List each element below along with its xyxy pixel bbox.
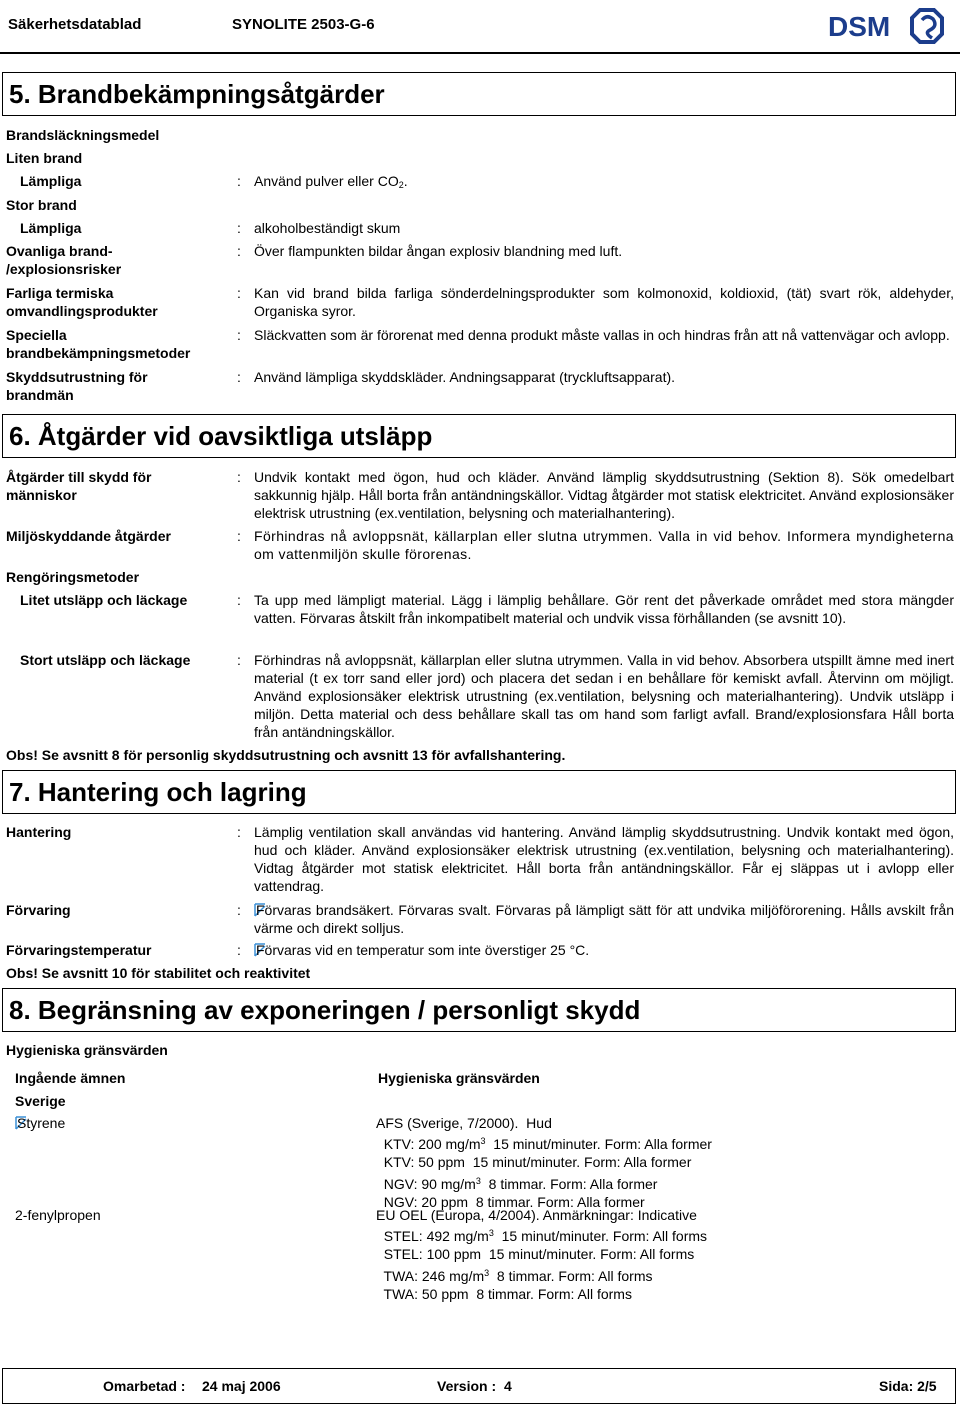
- revised-date: 24 maj 2006: [202, 1378, 281, 1394]
- section-6-header: [2, 414, 956, 458]
- environmental-precautions-label: Miljöskyddande åtgärder: [6, 528, 171, 544]
- section-5-header: [2, 72, 956, 116]
- styrene-limits: AFS (Sverige, 7/2000). Hud KTV: 200 $mg/m^3$ 15 minut/minuter. Form: Alla former KTV: 50 ppm 15 minut/minuter. Form: Alla former NGV: 90 $mg/m^3$ 8 timmar. Form: Alla former NGV: 20 ppm 8 timmar. Form: Alla former: [376, 1115, 712, 1210]
- colon: :: [237, 173, 241, 189]
- suitable-label-2: Lämpliga: [20, 220, 82, 236]
- firefighting-methods-value: Släckvatten som är förorenat med denna produkt måste vallas in och hindras från att nå vattenvägar och avlopp.: [254, 327, 950, 343]
- section-5-title: 5. Brandbekämpningsåtgärder: [9, 79, 385, 109]
- fenylpropen-limits: EU OEL (Europa, 4/2004). Anmärkningar: Indicative STEL: 492 $mg/m^3$ 15 minut/minuter. Form: All forms STEL: 100 ppm 15 minut/minuter. Form: All forms TWA: 246 $mg/m^3$ 8 timmar. Form: All forms TWA: 50 ppm 8 timmar. Form: All forms: [376, 1207, 708, 1302]
- suitable-value-1: Använd pulver eller CO2.: [254, 173, 408, 190]
- page-number: Sida: 2/5: [879, 1378, 937, 1394]
- colon: :: [237, 652, 241, 668]
- small-spill-value: Ta upp med lämpligt material. Lägg i lämplig behållare. Gör rent det påverkade området med stora mängder vatten. Förvaras åtskilt från inkompatibelt material och undvik vissa förhållanden (se avsnitt 10).: [254, 592, 954, 626]
- storage-value: Förvaras brandsäkert. Förvaras svalt. Förvaras på lämpligt sätt för att undvika miljöförorening. Hålls avskilt från värme och direkt solljus.: [254, 902, 954, 936]
- colon: :: [237, 824, 241, 840]
- colon: :: [237, 369, 241, 385]
- header-divider: [0, 52, 960, 54]
- thermal-products-label: Farliga termiska omvandlingsprodukter: [6, 285, 158, 319]
- colon: :: [237, 285, 241, 301]
- ingredients-column-header: Ingående ämnen: [15, 1070, 126, 1086]
- storage-label: Förvaring: [6, 902, 71, 918]
- colon: :: [237, 942, 241, 958]
- colon: :: [237, 243, 241, 259]
- small-spill-label: Litet utsläpp och läckage: [20, 592, 188, 608]
- logo-text: DSM: [828, 11, 891, 42]
- unusual-hazards-label: Ovanliga brand- /explosionsrisker: [6, 243, 122, 277]
- limits-column-header: Hygieniska gränsvärden: [378, 1070, 540, 1086]
- substance-2-fenylpropen: 2-fenylpropen: [15, 1207, 101, 1223]
- protective-equipment-label: Skyddsutrustning för brandmän: [6, 369, 148, 403]
- doc-type: Säkerhetsdatablad: [8, 16, 142, 33]
- colon: :: [237, 469, 241, 485]
- unusual-hazards-value: Över flampunkten bildar ångan explosiv blandning med luft.: [254, 243, 623, 259]
- personal-precautions-label: Åtgärder till skydd för människor: [6, 469, 152, 503]
- colon: :: [237, 528, 241, 544]
- colon: :: [237, 902, 241, 918]
- exposure-limits-label: Hygieniska gränsvärden: [6, 1042, 168, 1058]
- colon: :: [237, 327, 241, 343]
- colon: :: [237, 592, 241, 608]
- section-6-title: 6. Åtgärder vid oavsiktliga utsläpp: [9, 421, 433, 451]
- media-label: Brandsläckningsmedel: [6, 127, 160, 143]
- environmental-precautions-value: Förhindras nå avloppsnät, källarplan eller slutna utrymmen. Valla in vid behov. Informera myndigheterna om vattenmiljön skulle förorenas.: [254, 528, 954, 562]
- section-7-header: [2, 770, 956, 814]
- section-6-note: Obs! Se avsnitt 8 för personlig skyddsutrustning och avsnitt 13 för avfallshantering.: [6, 747, 566, 763]
- large-spill-label: Stort utsläpp och läckage: [20, 652, 191, 668]
- large-spill-value: Förhindras nå avloppsnät, källarplan eller slutna utrymmen. Valla in vid behov. Absorbera utspillt ämne med inert material (t ex torr sand eller jord) och placera det sedan i en behållare för kemiskt avfall. Återvinn om möjligt. Använd explosionsäker elektrisk utrustning (ex.ventilation, belysning och materialhantering). Undvik utsläpp i miljön. Detta material och dess behållare skall tas om hand som farligt avfall. Brand/explosionsfara Håll borta från antändningskällor.: [254, 652, 954, 740]
- section-7-note: Obs! Se avsnitt 10 för stabilitet och reaktivitet: [6, 965, 311, 981]
- version-number: 4: [504, 1378, 512, 1394]
- protective-equipment-value: Använd lämpliga skyddskläder. Andningsapparat (tryckluftsapparat).: [254, 369, 676, 385]
- substance-styrene: Styrene: [17, 1115, 66, 1131]
- firefighting-methods-label: Speciella brandbekämpningsmetoder: [6, 327, 191, 361]
- handling-value: Lämplig ventilation skall användas vid hantering. Använd lämplig skyddsutrustning. Undvik kontakt med ögon, hud och kläder. Använd explosionsäker elektrisk utrustning (ex.ventilation, belysning och materialhantering). Vidtag åtgärder mot statisk elektricitet. Håll borta från antändningskällor. Får ej släppas ut i avlopp eller vattendrag.: [254, 824, 954, 894]
- section-8-title: 8. Begränsning av exponeringen / personligt skydd: [9, 995, 641, 1025]
- revised-label: Omarbetad :: [103, 1378, 186, 1394]
- handling-label: Hantering: [6, 824, 72, 840]
- small-fire-label: Liten brand: [6, 150, 83, 166]
- suitable-value-2: alkoholbeständigt skum: [254, 220, 401, 236]
- country-sweden: Sverige: [15, 1093, 66, 1109]
- storage-temp-value: Förvaras vid en temperatur som inte överstiger 25 °C.: [256, 942, 590, 958]
- page-footer: [2, 1368, 956, 1404]
- personal-precautions-value: Undvik kontakt med ögon, hud och kläder. Använd lämplig skyddsutrustning (Sektion 8). Sök omedelbart sakkunnig hjälp. Håll borta från antändningskällor. Vidtag åtgärder mot statisk elektricitet. Använd explosionsäker elektrisk utrustning (ex.ventilation, belysning och materialhantering).: [254, 469, 954, 521]
- product-name: SYNOLITE 2503-G-6: [232, 16, 375, 33]
- section-8-header: [2, 988, 956, 1032]
- thermal-products-value: Kan vid brand bilda farliga sönderdelningsprodukter som kolmonoxid, koldioxid, (tät) svart rök, aldehyder, Organiska syror.: [254, 285, 954, 319]
- suitable-label-1: Lämpliga: [20, 173, 82, 189]
- version-label: Version :: [437, 1378, 497, 1394]
- cleanup-methods-label: Rengöringsmetoder: [6, 569, 140, 585]
- colon: :: [237, 220, 241, 236]
- section-7-title: 7. Hantering och lagring: [9, 777, 307, 807]
- large-fire-label: Stor brand: [6, 197, 77, 213]
- dsm-logo: [828, 6, 948, 46]
- storage-temp-label: Förvaringstemperatur: [6, 942, 152, 958]
